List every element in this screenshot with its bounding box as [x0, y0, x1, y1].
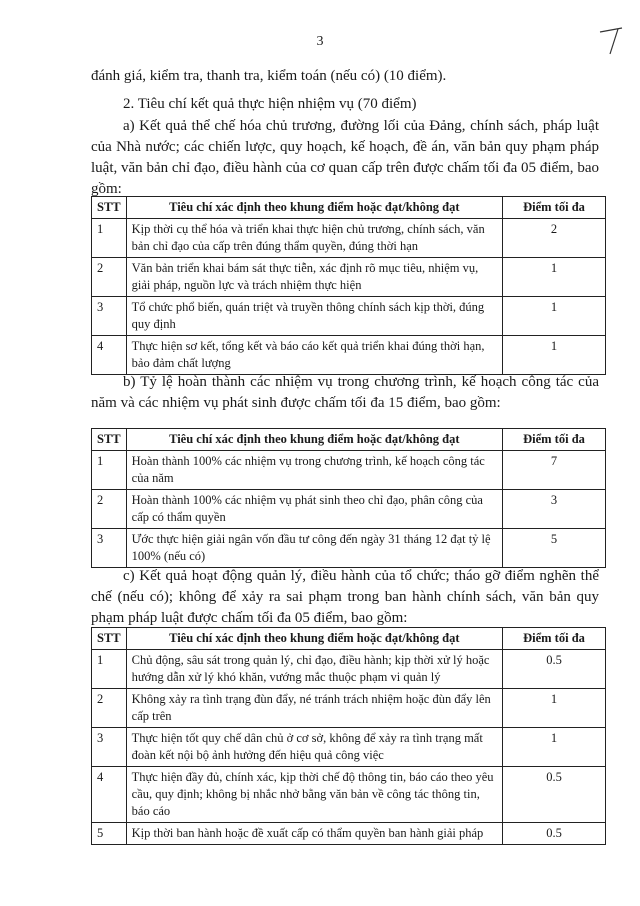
table-row: [92, 490, 606, 529]
cell-stt: 5: [92, 823, 127, 845]
cell-stt: 4: [92, 767, 127, 823]
cell-score: 1: [503, 689, 606, 728]
table-row: [92, 297, 606, 336]
cell-criteria: Kịp thời cụ thể hóa và triển khai thực hiện chủ trương, chính sách, văn bản chỉ đạo của cấp trên đúng thẩm quyền, đúng thời hạn: [126, 219, 502, 258]
criteria-table-b: [91, 428, 606, 568]
table-header-row: [92, 197, 606, 219]
table-row: [92, 728, 606, 767]
criteria-table-a: [91, 196, 606, 375]
cell-criteria: Kịp thời ban hành hoặc đề xuất cấp có thẩm quyền ban hành giải pháp: [126, 823, 502, 845]
cell-criteria: Không xảy ra tình trạng đùn đẩy, né tránh trách nhiệm hoặc đùn đẩy lên cấp trên: [126, 689, 502, 728]
header-criteria: Tiêu chí xác định theo khung điểm hoặc đạt/không đạt: [126, 628, 502, 650]
cell-criteria: Thực hiện sơ kết, tổng kết và báo cáo kết quả triển khai đúng thời hạn, bảo đảm chất lượng: [126, 336, 502, 375]
paragraph-b: b) Tỷ lệ hoàn thành các nhiệm vụ trong chương trình, kế hoạch công tác của năm và các nhiệm vụ phát sinh được chấm tối đa 15 điểm, bao gồm:: [91, 374, 599, 411]
cell-criteria: Hoàn thành 100% các nhiệm vụ phát sinh theo chỉ đạo, phân công của cấp có thẩm quyền: [126, 490, 502, 529]
cell-criteria: Thực hiện tốt quy chế dân chủ ở cơ sở, không để xảy ra tình trạng mất đoàn kết nội bộ ảnh hưởng đến hiệu quả công việc: [126, 728, 502, 767]
table-row: [92, 823, 606, 845]
cell-score: 1: [503, 258, 606, 297]
handwritten-mark-icon: [596, 22, 626, 58]
cell-criteria: Thực hiện đầy đủ, chính xác, kịp thời chế độ thông tin, báo cáo theo yêu cầu, quy định; không bị nhắc nhở bằng văn bản về công tác thông tin, báo cáo: [126, 767, 502, 823]
header-criteria: Tiêu chí xác định theo khung điểm hoặc đạt/không đạt: [126, 429, 502, 451]
cell-score: 1: [503, 297, 606, 336]
cell-criteria: Văn bản triển khai bám sát thực tiễn, xác định rõ mục tiêu, nhiệm vụ, giải pháp, nguồn lực và trách nhiệm thực hiện: [126, 258, 502, 297]
table-row: [92, 767, 606, 823]
paragraph-a: a) Kết quả thể chế hóa chủ trương, đường lối của Đảng, chính sách, pháp luật của Nhà nước; các chiến lược, quy hoạch, kế hoạch, đề án, văn bản quy phạm pháp luật, văn bản chỉ đạo, điều hành của cơ quan cấp trên được chấm tối đa 05 điểm, bao gồm:: [91, 118, 599, 197]
header-max-score: Điểm tối đa: [503, 628, 606, 650]
cell-score: 0.5: [503, 650, 606, 689]
table-row: [92, 451, 606, 490]
cell-stt: 2: [92, 258, 127, 297]
header-stt: STT: [92, 197, 127, 219]
table-row: [92, 258, 606, 297]
cell-stt: 2: [92, 689, 127, 728]
cell-score: 2: [503, 219, 606, 258]
cell-score: 0.5: [503, 823, 606, 845]
table-header-row: [92, 628, 606, 650]
cell-stt: 1: [92, 451, 127, 490]
cell-stt: 3: [92, 529, 127, 568]
cell-criteria: Tổ chức phổ biến, quán triệt và truyền thông chính sách kịp thời, đúng quy định: [126, 297, 502, 336]
cell-score: 1: [503, 728, 606, 767]
header-stt: STT: [92, 429, 127, 451]
cell-score: 5: [503, 529, 606, 568]
cell-score: 1: [503, 336, 606, 375]
table-row: [92, 689, 606, 728]
criteria-table-c: [91, 627, 606, 845]
cell-score: 0.5: [503, 767, 606, 823]
section-heading: 2. Tiêu chí kết quả thực hiện nhiệm vụ (70 điểm): [123, 96, 417, 112]
cell-stt: 1: [92, 650, 127, 689]
cell-criteria: Ước thực hiện giải ngân vốn đầu tư công đến ngày 31 tháng 12 đạt tỷ lệ 100% (nếu có): [126, 529, 502, 568]
header-max-score: Điểm tối đa: [503, 429, 606, 451]
cell-stt: 2: [92, 490, 127, 529]
table-row: [92, 336, 606, 375]
header-stt: STT: [92, 628, 127, 650]
header-criteria: Tiêu chí xác định theo khung điểm hoặc đạt/không đạt: [126, 197, 502, 219]
cell-stt: 1: [92, 219, 127, 258]
cell-stt: 3: [92, 728, 127, 767]
table-row: [92, 219, 606, 258]
cell-criteria: Hoàn thành 100% các nhiệm vụ trong chương trình, kế hoạch công tác của năm: [126, 451, 502, 490]
cell-criteria: Chủ động, sâu sát trong quản lý, chỉ đạo, điều hành; kịp thời xử lý hoặc hướng dẫn xử lý khó khăn, vướng mắc thuộc phạm vi quản lý: [126, 650, 502, 689]
cell-score: 3: [503, 490, 606, 529]
page-number: 3: [316, 34, 324, 49]
cell-stt: 3: [92, 297, 127, 336]
intro-paragraph-end: đánh giá, kiểm tra, thanh tra, kiểm toán (nếu có) (10 điểm).: [91, 68, 447, 84]
table-row: [92, 650, 606, 689]
header-max-score: Điểm tối đa: [503, 197, 606, 219]
table-header-row: [92, 429, 606, 451]
table-row: [92, 529, 606, 568]
paragraph-c: c) Kết quả hoạt động quản lý, điều hành của tổ chức; tháo gỡ điểm nghẽn thể chế (nếu có); không để xảy ra sai phạm trong ban hành chính sách, văn bản quy phạm pháp luật được chấm tối đa 05 điểm, bao gồm:: [91, 568, 599, 626]
cell-score: 7: [503, 451, 606, 490]
cell-stt: 4: [92, 336, 127, 375]
